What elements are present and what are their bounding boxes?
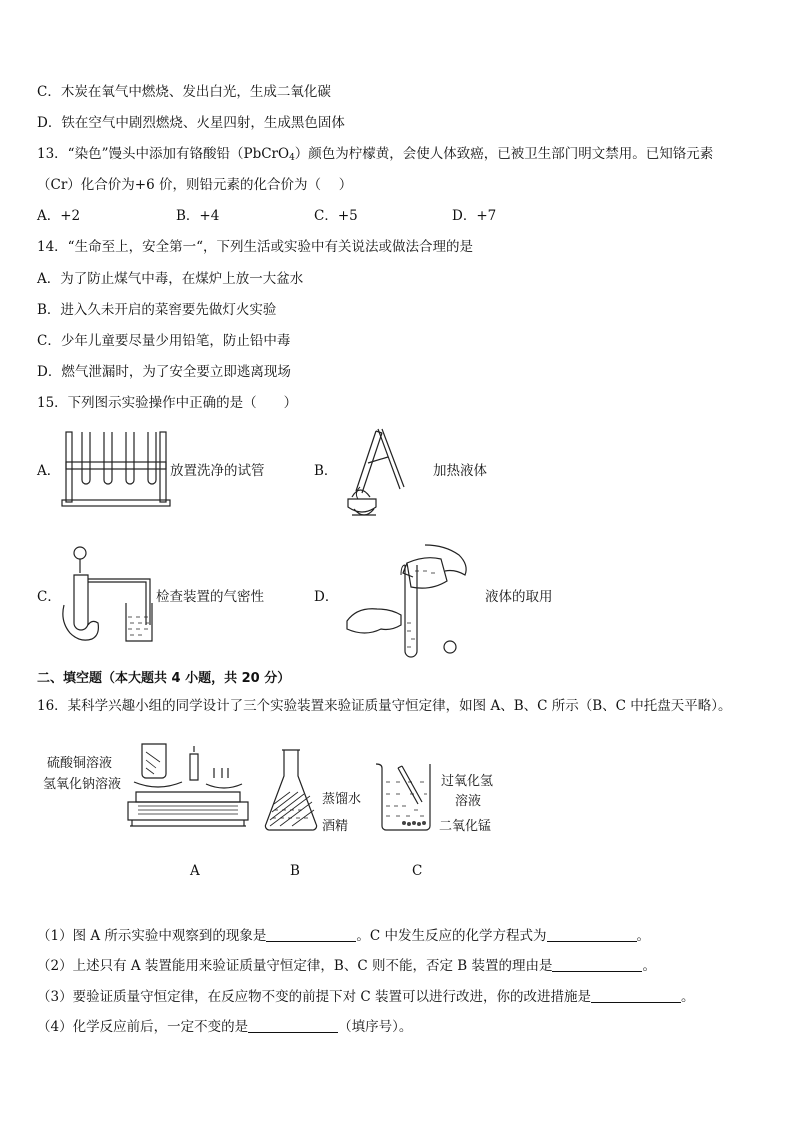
label-distilled-water: 蒸馏水 (322, 792, 362, 807)
q13-stem-post: ）颜色为柠檬黄，会使人体致癌，已被卫生部门明文禁用。已知铬元素 (294, 146, 714, 162)
figure-caption-b: B (290, 863, 300, 879)
label-hydrogen-peroxide-1: 过氧化氢 (441, 774, 494, 789)
q16-sub4-text-a: （4）化学反应前后，一定不变的是 (37, 1019, 249, 1035)
q15-option-d-letter: D． (314, 589, 339, 605)
q14-stem: 14．“生命至上，安全第一“，下列生活或实验中有关说法或做法合理的是 (37, 239, 473, 255)
q16-sub2-text-a: （2）上述只有 A 装置能用来验证质量守恒定律，B、C 则不能，否定 B 装置的理由是 (37, 958, 553, 974)
q14-option-d: D．燃气泄漏时，为了安全要立即逃离现场 (37, 364, 291, 380)
q16-sub1-text-c: 。 (636, 928, 651, 944)
answer-blank-2[interactable] (547, 928, 637, 942)
beaker-apparatus-figure (374, 760, 436, 832)
airtightness-check-figure (62, 545, 154, 645)
q13-option-c: C．+5 (314, 208, 358, 224)
q15-option-c-letter: C． (37, 589, 61, 605)
q16-sub1-text-b: 。C 中发生反应的化学方程式为 (356, 928, 547, 944)
q15-stem: 15．下列图示实验操作中正确的是（ ） (37, 395, 298, 411)
test-tube-rack-figure (62, 428, 170, 506)
label-manganese-dioxide: 二氧化锰 (439, 819, 492, 834)
q16-sub3-text-a: （3）要验证质量守恒定律，在反应物不变的前提下对 C 装置可以进行改进，你的改进措施是 (37, 989, 591, 1005)
section-heading: 二、填空题（本大题共 4 小题，共 20 分） (37, 671, 291, 686)
q16-sub2-text-b: 。 (642, 958, 656, 974)
q13-stem-line1 (37, 145, 713, 167)
q15-option-b-letter: B． (314, 463, 338, 479)
label-alcohol: 酒精 (322, 819, 349, 834)
q16-sub2 (37, 957, 656, 975)
q13-stem-line2: （Cr）化合价为+6 价，则铅元素的化合价为（ ） (37, 177, 353, 193)
q15-option-a-caption: 放置洗净的试管 (170, 463, 265, 479)
answer-blank-3[interactable] (552, 958, 642, 972)
answer-blank-4[interactable] (591, 989, 681, 1003)
q14-option-a: A．为了防止煤气中毒，在煤炉上放一大盆水 (37, 271, 304, 287)
flask-apparatus-figure (262, 748, 320, 832)
answer-blank-5[interactable] (248, 1019, 338, 1033)
figure-caption-c: C (412, 863, 423, 879)
figure-caption-a: A (190, 863, 200, 879)
q15-option-a-letter: A． (37, 463, 61, 479)
q15-option-c-caption: 检查装置的气密性 (156, 589, 264, 605)
q16-sub4-text-b: （填序号）。 (338, 1019, 413, 1035)
q16-sub3-text-b: 。 (681, 989, 695, 1005)
q13-subscript: 4 (289, 153, 295, 163)
q15-option-b-caption: 加热液体 (433, 463, 487, 479)
liquid-pouring-figure (345, 543, 485, 663)
q14-option-c: C．少年儿童要尽量少用铅笔，防止铅中毒 (37, 333, 291, 349)
q15-option-d-caption: 液体的取用 (485, 589, 553, 605)
q16-sub1 (37, 927, 650, 945)
q16-stem: 16．某科学兴趣小组的同学设计了三个实验装置来验证质量守恒定律，如图 A、B、C 所示（B、C 中托盘天平略）。 (37, 698, 732, 714)
answer-blank-1[interactable] (266, 928, 356, 942)
q14-option-b: B．进入久未开启的菜窖要先做灯火实验 (37, 302, 277, 318)
q16-sub4 (37, 1018, 412, 1036)
label-hydrogen-peroxide-2: 溶液 (455, 794, 482, 809)
q13-option-b: B．+4 (176, 208, 220, 224)
q13-stem-pre: 13．“染色”馒头中添加有铬酸铅（PbCrO (37, 146, 290, 162)
balance-apparatus-figure (128, 740, 248, 840)
q12-option-c: C．木炭在氧气中燃烧、发出白光，生成二氧化碳 (37, 84, 331, 100)
q16-sub1-text-a: （1）图 A 所示实验中观察到的现象是 (37, 928, 267, 944)
label-copper-sulfate: 硫酸铜溶液 (47, 756, 113, 771)
label-sodium-hydroxide: 氢氧化钠溶液 (43, 777, 122, 792)
q12-option-d: D．铁在空气中剧烈燃烧、火星四射，生成黑色固体 (37, 115, 345, 131)
q16-sub3 (37, 988, 695, 1006)
heating-liquid-figure (338, 427, 418, 521)
q13-option-a: A．+2 (37, 208, 81, 224)
q13-option-d: D．+7 (452, 208, 497, 224)
